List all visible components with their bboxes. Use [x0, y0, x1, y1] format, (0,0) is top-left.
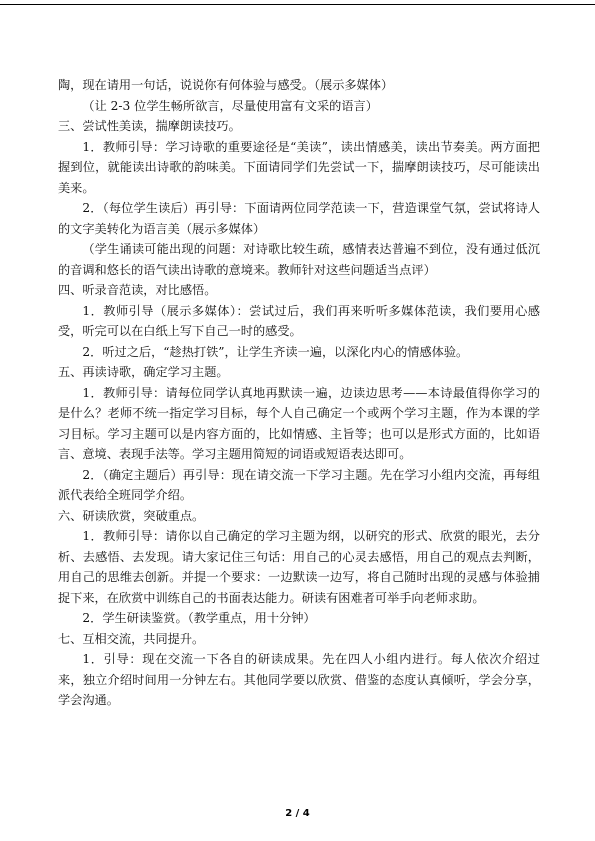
- document-body: [58, 75, 540, 711]
- section-heading-5: 五、再读诗歌，确定学习主题。: [58, 365, 229, 379]
- paragraph-6-1: 1．教师引导：请你以自己确定的学习主题为纲，以研究的形式、欣赏的眼光，去分析、去感悟、去发现。请大家记住三句话：用自己的心灵去感悟，用自己的观点去判断，用自己的思维去创新。并提一个要求：一边默读一边写，将自己随时出现的灵感与体验捕捉下来，在欣赏中训练自己的书面表达能力。研读有困难者可举手向老师求助。: [58, 529, 540, 605]
- paragraph-4-1: 1．教师引导（展示多媒体）：尝试过后，我们再来听听多媒体范读，我们要用心感受，听完可以在白纸上写下自己一时的感受。: [58, 303, 540, 338]
- paragraph-4-2: 2．听过之后，“趁热打铁”，让学生齐读一遍，以深化内心的情感体验。: [82, 344, 469, 359]
- header-rule: [0, 4, 595, 5]
- paragraph-3-1: 1．教师引导：学习诗歌的重要途径是“美读”，读出情感美，读出节奏美。两方面把握到位，就能读出诗歌的韵味美。下面请同学们先尝试一下，揣摩朗读技巧，尽可能读出美来。: [58, 139, 540, 195]
- paragraph-3-note: （学生诵读可能出现的问题：对诗歌比较生疏，感情表达普遍不到位，没有通过低沉的音调和悠长的语气读出诗歌的意境来。教师针对这些问题适当点评）: [58, 242, 540, 277]
- paragraph-3-2: 2．（每位学生读后）再引导：下面请两位同学范读一下，营造课堂气氛，尝试将诗人的文字美转化为语言美（展示多媒体）: [58, 201, 540, 236]
- paragraph-6-2: 2．学生研读鉴赏。（教学重点，用十分钟）: [82, 611, 316, 625]
- paragraph-7-1: 1．引导：现在交流一下各自的研读成果。先在四人小组内进行。每人依次介绍过来，独立介绍时间用一分钟左右。其他同学要以欣赏、借鉴的态度认真倾听，学会分享，学会沟通。: [58, 652, 540, 707]
- section-heading-3: 三、尝试性美读，揣摩朗读技巧。: [58, 119, 241, 133]
- paragraph-5-2: 2．（确定主题后）再引导：现在请交流一下学习主题。先在学习小组内交流，再每组派代表给全班同学介绍。: [58, 467, 540, 502]
- paragraph-note-student-speak: （让 2-3 位学生畅所欲言，尽量使用富有文采的语言）: [82, 98, 378, 113]
- section-heading-4: 四、听录音范读，对比感悟。: [58, 283, 217, 297]
- section-heading-6: 六、研读欣赏，突破重点。: [58, 508, 205, 523]
- section-heading-7: 七、互相交流，共同提升。: [58, 631, 205, 646]
- paragraph-continuation: 陶，现在请用一句话，说说你有何体验与感受。（展示多媒体）: [58, 78, 394, 92]
- paragraph-5-1: 1．教师引导：请每位同学认真地再默读一遍，边读边思考——本诗最值得你学习的是什么？老师不统一指定学习目标，每个人自己确定一个或两个学习主题，作为本课的学习目标。学习主题可以是内容方面的，比如情感、主旨等；也可以是形式方面的，比如语言、意境、表现手法等。学习主题用简短的词语或短语表达即可。: [58, 385, 540, 461]
- page-number: 2 / 4: [285, 808, 310, 819]
